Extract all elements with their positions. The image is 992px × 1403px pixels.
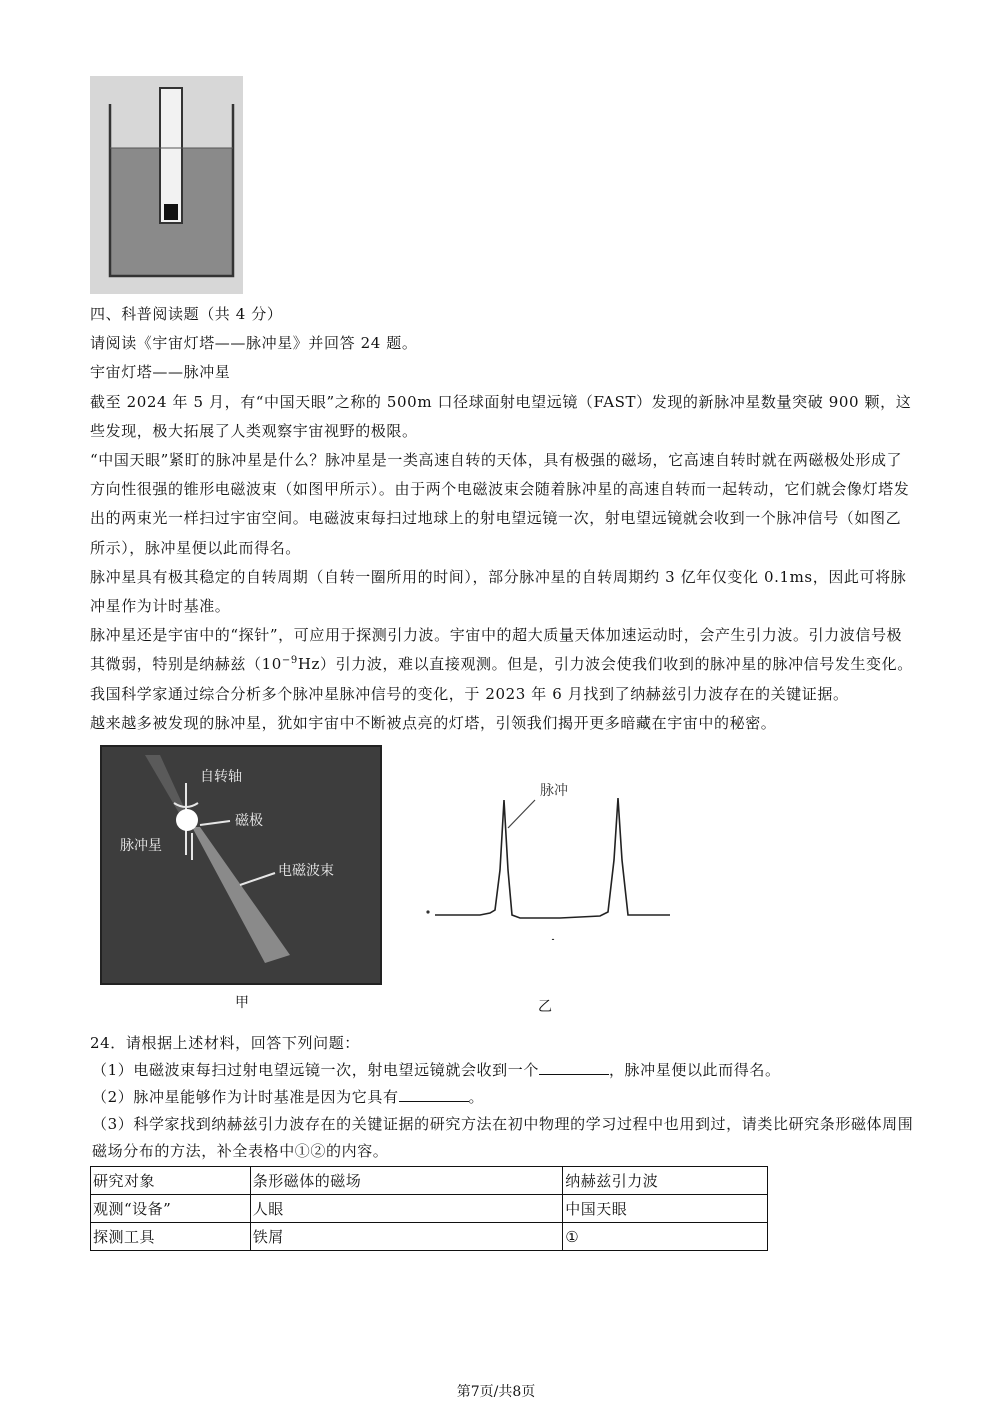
table-cell: 人眼	[250, 1195, 563, 1223]
question-24	[90, 1030, 916, 1165]
comparison-table	[90, 1166, 768, 1251]
pulse-waveform	[435, 798, 670, 918]
caption-jia: 甲	[235, 995, 249, 1011]
label-pulsar: 脉冲星	[120, 838, 162, 854]
label-em-beam: 电磁波束	[278, 863, 334, 879]
pulse-signal-plot	[420, 770, 680, 940]
label-magnetic-pole: 磁极	[235, 813, 263, 829]
page-footer: 第7页/共8页	[456, 1384, 536, 1400]
frequency-exponent: −9	[281, 655, 298, 667]
answer-blank-2[interactable]	[399, 1085, 469, 1102]
q2-text-a: （2）脉冲星能够作为计时基准是因为它具有	[92, 1088, 399, 1106]
label-pulse: 脉冲	[540, 783, 568, 799]
paragraph-4-part-a: 脉冲星还是宇宙中的“探针”，可应用于探测引力波。宇宙中的超大质量天体加速运动时，会产生引力波。引力波信号极其微弱，特别是纳赫兹（	[90, 626, 903, 674]
answer-cell-1[interactable]: ①	[563, 1223, 768, 1251]
table-cell: 中国天眼	[563, 1195, 768, 1223]
pulsar-diagram	[100, 745, 382, 985]
reading-instruction: 请阅读《宇宙灯塔——脉冲星》并回答 24 题。	[90, 334, 418, 353]
paragraph-4-part-b: Hz）引力波，难以直接观测。但是，引力波会使我们收到的脉冲星的脉冲信号发生变化。我国科学家通过综合分析多个脉冲星脉冲信号的变化，于 2023 年 6 月找到了纳赫兹引力波存在的关键证据。	[90, 655, 913, 703]
paragraph-1: 截至 2024 年 5 月，有“中国天眼”之称的 500m 口径球面射电望远镜（FAST）发现的新脉冲星数量突破 900 颗，这些发现，极大拓展了人类观察宇宙视野的极限。	[90, 392, 912, 440]
table-cell: 铁屑	[250, 1223, 563, 1251]
table-row	[91, 1195, 768, 1223]
question-stem: 24．请根据上述材料，回答下列问题：	[90, 1034, 360, 1052]
table-cell: 纳赫兹引力波	[563, 1167, 768, 1195]
question-2	[90, 1084, 916, 1111]
table-cell: 条形磁体的磁场	[250, 1167, 563, 1195]
article-title: 宇宙灯塔——脉冲星	[90, 363, 231, 382]
beaker-figure	[90, 76, 243, 294]
table-cell: 研究对象	[91, 1167, 251, 1195]
paragraph-3: 脉冲星具有极其稳定的自转周期（自转一圈所用的时间），部分脉冲星的自转周期约 3 亿年仅变化 0.1ms，因此可将脉冲星作为计时基准。	[90, 567, 907, 616]
reading-section	[90, 300, 916, 738]
paragraph-4	[90, 621, 916, 709]
paragraph-2: “中国天眼”紧盯的脉冲星是什么？脉冲星是一类高速自转的天体，具有极强的磁场，它高速自转时就在两磁极处形成了方向性很强的锥形电磁波束（如图甲所示）。由于两个电磁波束会随着脉冲星的高速自转而一起转动，它们就会像灯塔发出的两束光一样扫过宇宙空间。电磁波束每扫过地球上的射电望远镜一次，射电望远镜就会收到一个脉冲信号（如图乙所示），脉冲星便以此而得名。	[90, 451, 910, 557]
caption-yi: 乙	[538, 999, 552, 1015]
label-rotation-axis: 自转轴	[200, 769, 242, 785]
q2-text-b: 。	[468, 1088, 485, 1106]
table-cell: 观测“设备”	[91, 1195, 251, 1223]
q1-text-b: ，脉冲星便以此而得名。	[608, 1061, 781, 1079]
q1-text-a: （1）电磁波束每扫过射电望远镜一次，射电望远镜就会收到一个	[92, 1061, 539, 1079]
paragraph-5: 越来越多被发现的脉冲星，犹如宇宙中不断被点亮的灯塔，引领我们揭开更多暗藏在宇宙中的秘密。	[90, 713, 777, 732]
table-row	[91, 1167, 768, 1195]
table-cell: 探测工具	[91, 1223, 251, 1251]
question-3: （3）科学家找到纳赫兹引力波存在的关键证据的研究方法在初中物理的学习过程中也用到过，请类比研究条形磁体周围磁场分布的方法，补全表格中①②的内容。	[92, 1115, 914, 1160]
section-heading: 四、科普阅读题（共 4 分）	[90, 305, 283, 323]
answer-blank-1[interactable]	[539, 1058, 609, 1075]
frequency-base: 10	[261, 655, 282, 674]
pulsar-star	[176, 809, 198, 831]
table-row	[91, 1223, 768, 1251]
question-1	[90, 1057, 916, 1084]
